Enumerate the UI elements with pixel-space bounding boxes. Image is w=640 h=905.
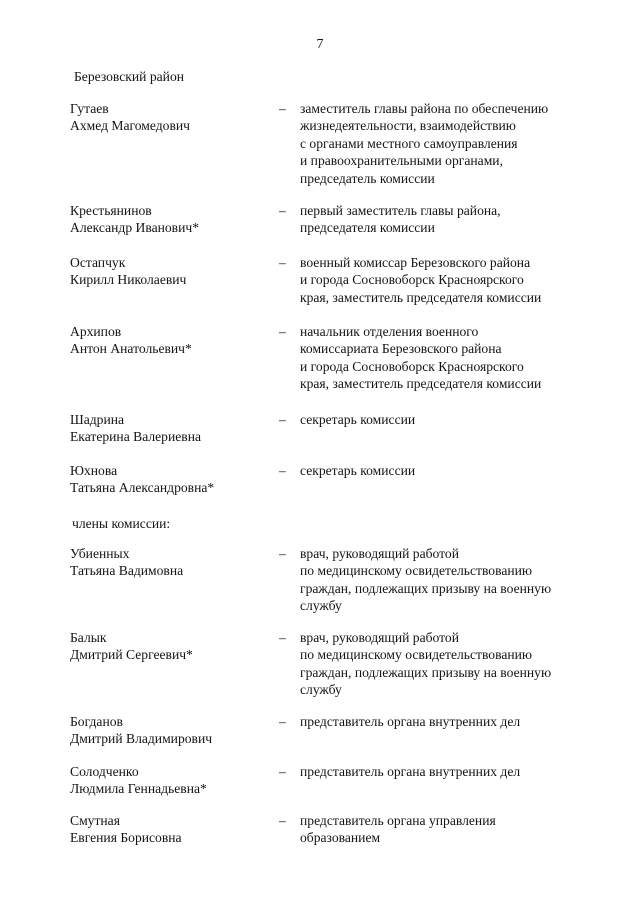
role-line: по медицинскому освидетельствованию <box>300 647 533 663</box>
last-name: Смутная <box>70 813 120 828</box>
role-description <box>300 713 620 730</box>
role-line: края, заместитель председателя комиссии <box>300 289 542 305</box>
person-name <box>70 462 270 497</box>
person-name <box>70 100 270 135</box>
role-line: комиссариата Березовского района <box>300 341 502 357</box>
district-title: Березовский район <box>74 69 185 84</box>
role-description <box>300 323 620 393</box>
role-line: граждан, подлежащих призыву на военную <box>300 664 552 680</box>
members-label: члены комиссии: <box>72 516 171 531</box>
role-description <box>300 812 620 847</box>
role-line: жизнедеятельности, взаимодействию <box>300 118 516 134</box>
role-description <box>300 763 620 780</box>
first-patronymic: Людмила Геннадьевна* <box>70 781 207 797</box>
dash-separator: – <box>279 101 286 116</box>
role-line: председателя комиссии <box>300 220 435 236</box>
last-name: Гутаев <box>70 101 109 116</box>
role-description <box>300 202 620 237</box>
role-line: службу <box>300 682 342 698</box>
role-description <box>300 545 620 615</box>
person-name <box>70 545 270 580</box>
person-name <box>70 254 270 289</box>
role-line: врач, руководящий работой <box>300 546 459 561</box>
first-patronymic: Антон Анатольевич* <box>70 341 192 357</box>
role-line: первый заместитель главы района, <box>300 203 501 218</box>
dash-separator: – <box>279 546 286 561</box>
last-name: Крестьянинов <box>70 203 152 218</box>
role-line: и города Сосновоборск Красноярского <box>300 272 524 288</box>
person-name <box>70 323 270 358</box>
role-line: секретарь комиссии <box>300 412 416 427</box>
role-line: военный комиссар Березовского района <box>300 255 531 270</box>
page-number: 7 <box>316 37 324 52</box>
last-name: Убиенных <box>70 546 130 561</box>
dash-separator: – <box>279 714 286 729</box>
dash-separator: – <box>279 412 286 427</box>
role-line: по медицинскому освидетельствованию <box>300 563 533 579</box>
first-patronymic: Кирилл Николаевич <box>70 272 187 288</box>
first-patronymic: Татьяна Вадимовна <box>70 563 184 579</box>
role-line: начальник отделения военного <box>300 324 479 339</box>
person-name <box>70 713 270 748</box>
person-name <box>70 411 270 446</box>
last-name: Юхнова <box>70 463 118 478</box>
dash-separator: – <box>279 764 286 779</box>
last-name: Архипов <box>70 324 122 339</box>
role-description <box>300 462 620 479</box>
person-name <box>70 812 270 847</box>
last-name: Остапчук <box>70 255 126 270</box>
first-patronymic: Ахмед Магомедович <box>70 118 190 134</box>
role-line: заместитель главы района по обеспечению <box>300 101 549 116</box>
role-line: края, заместитель председателя комиссии <box>300 376 542 392</box>
dash-separator: – <box>279 203 286 218</box>
role-line: и правоохранительными органами, <box>300 153 503 169</box>
role-line: и города Сосновоборск Красноярского <box>300 358 524 374</box>
role-line: врач, руководящий работой <box>300 630 459 645</box>
role-line: граждан, подлежащих призыву на военную <box>300 580 552 596</box>
first-patronymic: Дмитрий Сергеевич* <box>70 647 193 663</box>
last-name: Богданов <box>70 714 123 729</box>
role-line: образованием <box>300 830 381 846</box>
role-line: представитель органа внутренних дел <box>300 714 521 729</box>
last-name: Шадрина <box>70 412 125 427</box>
person-name <box>70 763 270 798</box>
first-patronymic: Александр Иванович* <box>70 220 200 236</box>
last-name: Балык <box>70 630 107 645</box>
role-line: секретарь комиссии <box>300 463 416 478</box>
role-description <box>300 254 620 306</box>
role-line: с органами местного самоуправления <box>300 135 518 151</box>
role-line: представитель органа управления <box>300 813 496 828</box>
role-description <box>300 411 620 428</box>
role-description <box>300 629 620 699</box>
person-name <box>70 629 270 664</box>
first-patronymic: Екатерина Валериевна <box>70 429 202 445</box>
first-patronymic: Евгения Борисовна <box>70 830 182 846</box>
role-line: службу <box>300 598 342 614</box>
first-patronymic: Дмитрий Владимирович <box>70 731 213 747</box>
dash-separator: – <box>279 813 286 828</box>
role-line: председатель комиссии <box>300 170 435 186</box>
role-line: представитель органа внутренних дел <box>300 764 521 779</box>
last-name: Солодченко <box>70 764 139 779</box>
first-patronymic: Татьяна Александровна* <box>70 480 215 496</box>
role-description <box>300 100 620 187</box>
person-name <box>70 202 270 237</box>
dash-separator: – <box>279 255 286 270</box>
dash-separator: – <box>279 630 286 645</box>
dash-separator: – <box>279 324 286 339</box>
dash-separator: – <box>279 463 286 478</box>
